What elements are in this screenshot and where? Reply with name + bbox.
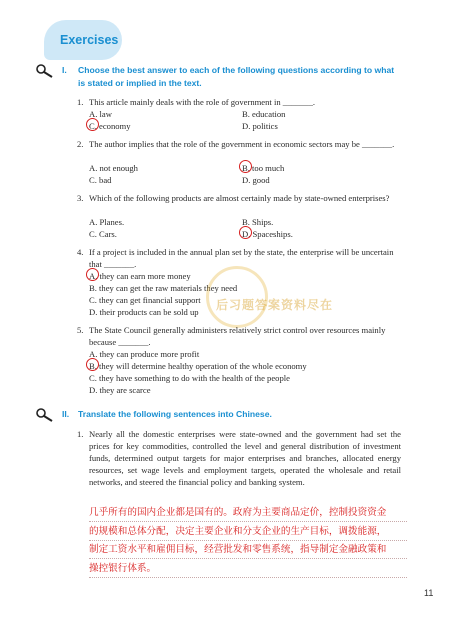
section-2-number: II. bbox=[62, 409, 70, 419]
ruled-line bbox=[89, 540, 407, 541]
answer-line: 制定工资水平和雇佣目标，经营批发和零售系统，指导制定金融政策和 bbox=[89, 544, 387, 555]
question-stem: The State Council generally administers relatively strict control over resources mainly because _______. bbox=[89, 325, 386, 347]
answer-line: 的规模和总体分配，决定主要企业和分支企业的生产目标，调拨能源， bbox=[89, 525, 387, 537]
ruled-line bbox=[89, 521, 407, 522]
option-c[interactable]: C. they have something to do with the health of the people bbox=[89, 373, 290, 383]
answer-circle bbox=[239, 160, 252, 173]
question-stem: If a project is included in the annual plan set by the state, the enterprise will be uncertain that _______. bbox=[89, 247, 394, 269]
answer-circle bbox=[86, 358, 99, 371]
translation-number: 1. bbox=[77, 429, 84, 439]
ruled-line bbox=[89, 558, 407, 559]
question-number: 3. bbox=[77, 193, 84, 203]
pen-icon bbox=[36, 408, 54, 422]
option-c[interactable]: C. economy bbox=[89, 121, 131, 131]
question-stem: This article mainly deals with the role of government in _______. bbox=[89, 97, 316, 107]
question-number: 1. bbox=[77, 97, 84, 107]
option-d[interactable]: D. Spaceships. bbox=[242, 229, 293, 239]
option-a[interactable]: A. not enough bbox=[89, 163, 138, 173]
answer-circle bbox=[86, 268, 99, 281]
question-1 bbox=[77, 96, 397, 108]
answer-line: 操控银行体系。 bbox=[89, 562, 157, 574]
question-stem: The author implies that the role of the government in economic sectors may be _______. bbox=[89, 139, 395, 149]
translation-answer bbox=[89, 504, 407, 578]
option-d[interactable]: D. they are scarce bbox=[89, 385, 151, 395]
question-2 bbox=[77, 138, 397, 150]
question-number: 2. bbox=[77, 139, 84, 149]
section-1-title: Choose the best answer to each of the following questions according to what is stated or implied in the text. bbox=[78, 65, 395, 88]
option-a[interactable]: A. Planes. bbox=[89, 217, 125, 227]
question-stem: Which of the following products are almost certainly made by state-owned enterprises? bbox=[89, 193, 390, 203]
answer-line: 几乎所有的国内企业都是国有的。政府为主要商品定价，控制投资资金 bbox=[89, 507, 387, 518]
option-c[interactable]: C. bad bbox=[89, 175, 112, 185]
question-number: 5. bbox=[77, 325, 84, 335]
option-b[interactable]: B. Ships. bbox=[242, 217, 274, 227]
page-title: Exercises bbox=[60, 33, 119, 47]
pen-icon bbox=[36, 64, 54, 78]
section-2-title: Translate the following sentences into Chinese. bbox=[78, 409, 272, 419]
answer-circle bbox=[239, 226, 252, 239]
translation-source: Nearly all the domestic enterprises were state-owned and the government had set the prices for key commodities, controlled the level and general distribution of investment funds, determined output targets for major enterprises and branches, allocated energy resources, set wage levels and employment targets, operated the wholesale and retail networks, and steered the financial policy and banking system. bbox=[89, 429, 401, 487]
question-3 bbox=[77, 192, 397, 204]
option-b[interactable]: B. too much bbox=[242, 163, 285, 173]
option-b[interactable]: B. they will determine healthy operation of the whole economy bbox=[89, 361, 307, 371]
option-d[interactable]: D. politics bbox=[242, 121, 278, 131]
option-c[interactable]: C. Cars. bbox=[89, 229, 117, 239]
page-number: 11 bbox=[424, 588, 434, 598]
section-1-number: I. bbox=[62, 65, 67, 75]
option-c[interactable]: C. they can get financial support bbox=[89, 295, 201, 305]
answer-circle bbox=[86, 118, 99, 131]
watermark-text: 后习题答案资料尽在 bbox=[216, 298, 334, 312]
option-b[interactable]: B. education bbox=[242, 109, 286, 119]
question-5 bbox=[77, 324, 397, 348]
option-a[interactable]: A. law bbox=[89, 109, 112, 119]
option-a[interactable]: A. they can earn more money bbox=[89, 271, 191, 281]
question-number: 4. bbox=[77, 247, 84, 257]
option-a[interactable]: A. they can produce more profit bbox=[89, 349, 200, 359]
ruled-line bbox=[89, 577, 407, 578]
option-b[interactable]: B. they can get the raw materials they need bbox=[89, 283, 238, 293]
option-d[interactable]: D. their products can be sold up bbox=[89, 307, 199, 317]
option-d[interactable]: D. good bbox=[242, 175, 270, 185]
